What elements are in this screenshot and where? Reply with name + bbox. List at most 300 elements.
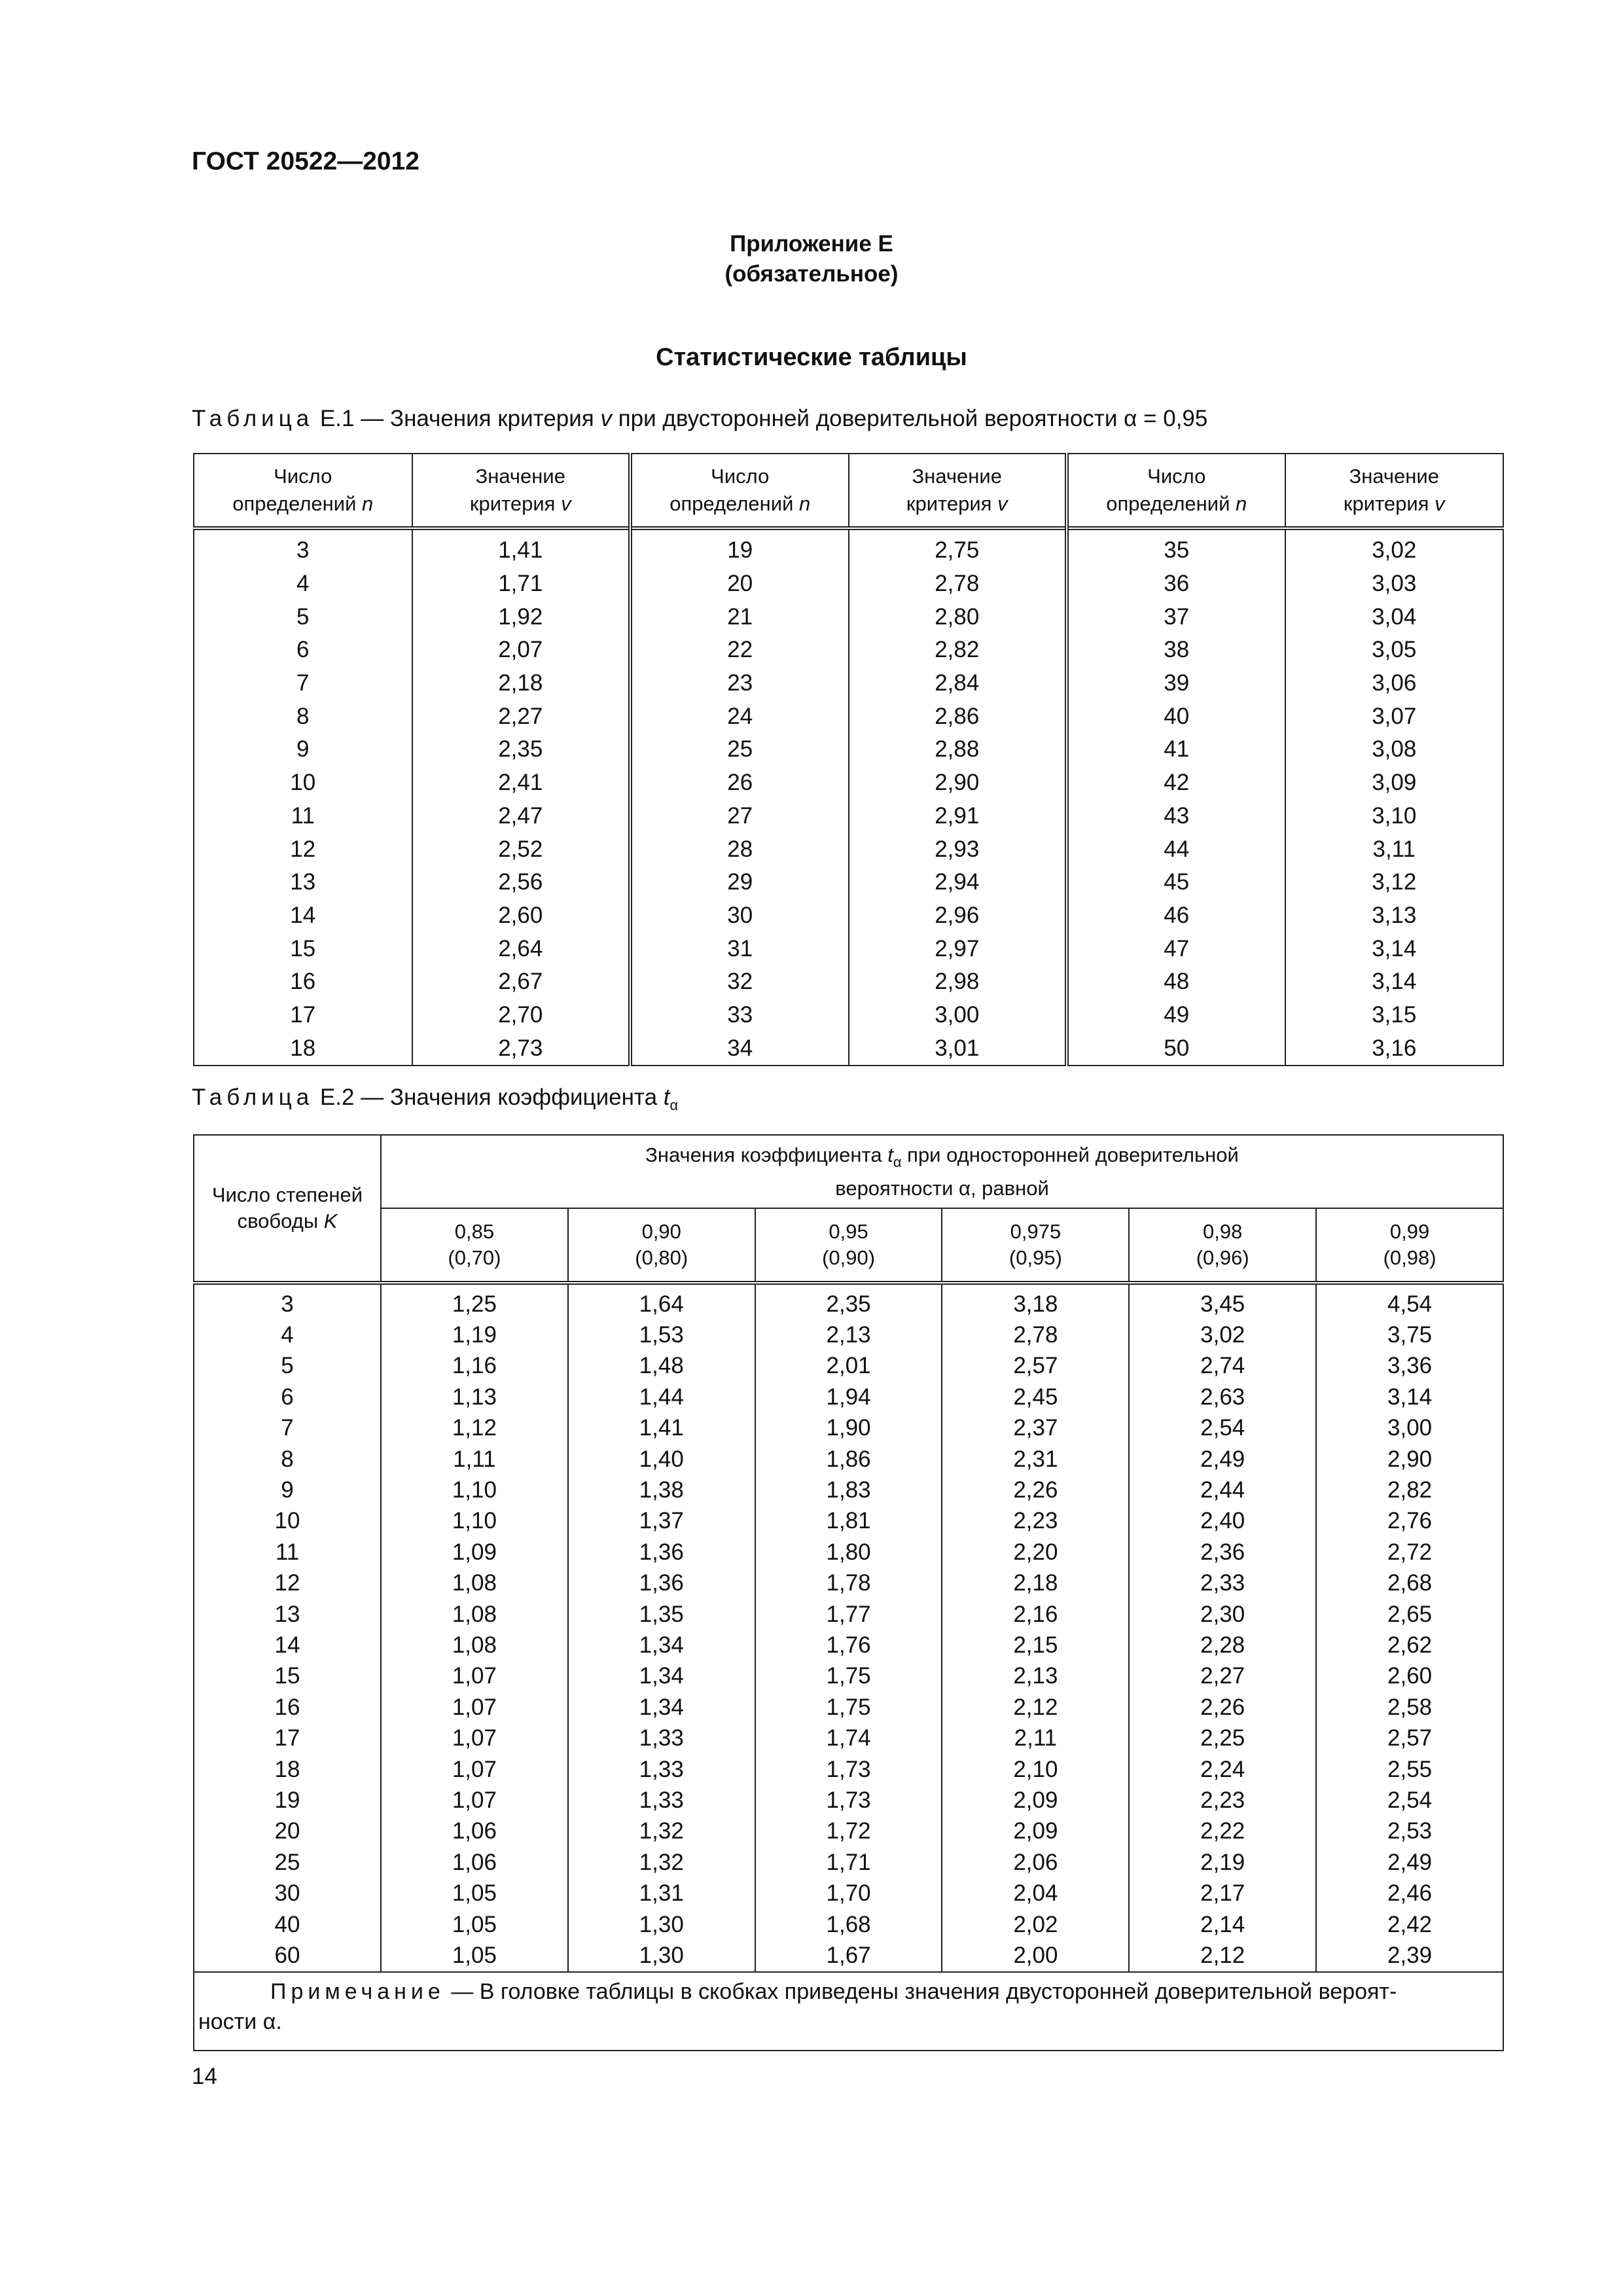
table-cell: 1,36 (568, 1537, 755, 1568)
table-row (194, 866, 1503, 899)
header-line (849, 490, 1065, 518)
table-e1-body (194, 528, 1503, 1066)
table-e1-column-header (412, 454, 631, 528)
table-cell: 1,38 (568, 1475, 755, 1505)
table-cell: 1,75 (755, 1692, 942, 1723)
table-cell: 2,57 (1316, 1723, 1503, 1753)
table-cell: 2,64 (412, 932, 631, 965)
table-cell: 3,16 (1285, 1031, 1504, 1066)
two-sided-probability: (0,96) (1196, 1246, 1249, 1269)
table-cell: 47 (1067, 932, 1285, 965)
table-cell: 1,08 (381, 1568, 568, 1599)
table-cell: 2,20 (942, 1537, 1129, 1568)
table-cell: 35 (1067, 528, 1285, 567)
table-cell: 1,64 (568, 1283, 755, 1319)
table-e1-header-row (194, 454, 1503, 528)
table-cell: 2,18 (412, 667, 631, 700)
table-e1 (193, 453, 1504, 1066)
two-sided-probability: (0,80) (635, 1246, 688, 1269)
table-cell: 2,57 (942, 1351, 1129, 1382)
table-cell: 1,07 (381, 1692, 568, 1723)
table-cell: 2,11 (942, 1723, 1129, 1753)
table-cell: 24 (630, 700, 849, 733)
one-sided-probability: 0,98 (1203, 1220, 1243, 1243)
table-row (194, 1816, 1503, 1847)
table-cell: 1,34 (568, 1661, 755, 1692)
table-row (194, 1413, 1503, 1444)
table-cell: 16 (194, 1692, 381, 1723)
header-subscript: α (893, 1153, 902, 1170)
table-cell: 3,02 (1285, 528, 1504, 567)
table-e1-column-header (194, 454, 412, 528)
table-cell: 2,09 (942, 1785, 1129, 1816)
table-cell: 1,13 (381, 1382, 568, 1412)
header-line (413, 490, 629, 518)
table-cell: 3,07 (1285, 700, 1504, 733)
table-row (194, 634, 1503, 667)
table-cell: 2,13 (755, 1319, 942, 1350)
header-variable: n (799, 492, 811, 515)
table-cell: 3,06 (1285, 667, 1504, 700)
table-cell: 1,74 (755, 1723, 942, 1753)
table-cell: 20 (630, 567, 849, 601)
table-cell: 8 (194, 1444, 381, 1475)
table-cell: 2,23 (942, 1506, 1129, 1537)
table-cell: 4 (194, 567, 412, 601)
table-cell: 2,97 (849, 932, 1067, 965)
table-cell: 31 (630, 932, 849, 965)
table-cell: 25 (194, 1847, 381, 1878)
table-row (194, 1319, 1503, 1350)
table-cell: 27 (630, 800, 849, 833)
table-cell: 2,27 (412, 700, 631, 733)
table-cell: 1,08 (381, 1630, 568, 1660)
table-cell: 10 (194, 1506, 381, 1537)
table-cell: 1,92 (412, 600, 631, 634)
table-cell: 2,04 (942, 1878, 1129, 1909)
caption-variable: v (600, 406, 612, 431)
header-line (194, 490, 412, 518)
table-e2-caption (192, 1085, 678, 1114)
table-cell: 2,90 (1316, 1444, 1503, 1475)
table-cell: 3,04 (1285, 600, 1504, 634)
table-cell: 2,76 (1316, 1506, 1503, 1537)
table-cell: 1,67 (755, 1940, 942, 1971)
table-cell: 1,06 (381, 1847, 568, 1878)
table-cell: 2,44 (1129, 1475, 1316, 1505)
table-cell: 18 (194, 1031, 412, 1066)
table-cell: 2,93 (849, 833, 1067, 866)
table-row (194, 1475, 1503, 1505)
header-text: при односторонней доверительной (901, 1143, 1239, 1166)
table-cell: 5 (194, 1351, 381, 1382)
table-row (194, 1382, 1503, 1412)
table-cell: 1,53 (568, 1319, 755, 1350)
probability-header (755, 1208, 942, 1283)
table-row (194, 899, 1503, 933)
table-cell: 3,01 (849, 1031, 1067, 1066)
table-cell: 5 (194, 600, 412, 634)
table-row (194, 1692, 1503, 1723)
table-cell: 1,90 (755, 1413, 942, 1444)
table-row (194, 999, 1503, 1032)
table-cell: 11 (194, 1537, 381, 1568)
table-cell: 2,45 (942, 1382, 1129, 1412)
table-cell: 1,41 (412, 528, 631, 567)
table-cell: 2,70 (412, 999, 631, 1032)
table-cell: 2,55 (1316, 1754, 1503, 1785)
table-cell: 3,18 (942, 1283, 1129, 1319)
caption-rest: при двусторонней доверительной вероятности α = 0,95 (612, 406, 1208, 431)
table-cell: 2,78 (849, 567, 1067, 601)
table-cell: 1,71 (755, 1847, 942, 1878)
table-row (194, 1506, 1503, 1537)
table-cell: 2,60 (412, 899, 631, 933)
table-cell: 19 (630, 528, 849, 567)
table-cell: 1,07 (381, 1723, 568, 1753)
degrees-of-freedom-header (194, 1135, 381, 1283)
table-cell: 34 (630, 1031, 849, 1066)
coefficient-group-header (381, 1135, 1503, 1208)
header-line (1069, 490, 1285, 518)
table-cell: 2,13 (942, 1661, 1129, 1692)
table-cell: 2,27 (1129, 1661, 1316, 1692)
table-e1-column-header (849, 454, 1067, 528)
appendix-status: (обязательное) (724, 261, 899, 287)
one-sided-probability: 0,975 (1010, 1220, 1061, 1243)
table-cell: 2,73 (412, 1031, 631, 1066)
probability-header (1316, 1208, 1503, 1283)
table-cell: 28 (630, 833, 849, 866)
table-cell: 1,30 (568, 1940, 755, 1971)
probability-header (1129, 1208, 1316, 1283)
table-cell: 45 (1067, 866, 1285, 899)
table-cell: 2,23 (1129, 1785, 1316, 1816)
table-cell: 1,68 (755, 1909, 942, 1940)
caption-label: Таблица (192, 406, 314, 431)
table-cell: 19 (194, 1785, 381, 1816)
table-cell: 1,31 (568, 1878, 755, 1909)
table-cell: 2,52 (412, 833, 631, 866)
table-row (194, 700, 1503, 733)
table-cell: 42 (1067, 766, 1285, 800)
table-cell: 33 (630, 999, 849, 1032)
header-line: Число (711, 465, 770, 488)
table-cell: 2,49 (1316, 1847, 1503, 1878)
table-cell: 3,00 (1316, 1413, 1503, 1444)
table-cell: 60 (194, 1940, 381, 1971)
table-cell: 2,36 (1129, 1537, 1316, 1568)
table-cell: 1,76 (755, 1630, 942, 1660)
table-cell: 25 (630, 733, 849, 766)
table-cell: 17 (194, 1723, 381, 1753)
table-cell: 30 (630, 899, 849, 933)
table-cell: 3,14 (1285, 932, 1504, 965)
table-cell: 1,07 (381, 1754, 568, 1785)
caption-text: Е.2 — Значения коэффициента (313, 1085, 664, 1110)
table-cell: 3,36 (1316, 1351, 1503, 1382)
table-cell: 2,60 (1316, 1661, 1503, 1692)
table-cell: 2,35 (412, 733, 631, 766)
table-cell: 2,31 (942, 1444, 1129, 1475)
table-cell: 18 (194, 1754, 381, 1785)
table-cell: 3,12 (1285, 866, 1504, 899)
table-row (194, 667, 1503, 700)
note-label: Примечание (270, 1979, 445, 2004)
table-cell: 2,72 (1316, 1537, 1503, 1568)
table-cell: 3,10 (1285, 800, 1504, 833)
table-cell: 2,18 (942, 1568, 1129, 1599)
table-cell: 2,54 (1129, 1413, 1316, 1444)
table-cell: 1,06 (381, 1816, 568, 1847)
header-line (382, 1142, 1503, 1175)
table-e1-column-header (1067, 454, 1285, 528)
table-cell: 1,36 (568, 1568, 755, 1599)
table-cell: 1,32 (568, 1847, 755, 1878)
table-cell: 2,26 (1129, 1692, 1316, 1723)
table-cell: 1,34 (568, 1692, 755, 1723)
table-cell: 1,11 (381, 1444, 568, 1475)
table-cell: 2,35 (755, 1283, 942, 1319)
table-cell: 1,71 (412, 567, 631, 601)
table-cell: 12 (194, 833, 412, 866)
header-line: Значение (1349, 465, 1439, 488)
appendix-title: Приложение Е (730, 231, 893, 257)
table-cell: 1,80 (755, 1537, 942, 1568)
header-text: критерия (1343, 492, 1435, 515)
table-cell: 50 (1067, 1031, 1285, 1066)
table-cell: 2,56 (412, 866, 631, 899)
table-cell: 22 (630, 634, 849, 667)
one-sided-probability: 0,95 (829, 1220, 868, 1243)
table-row (194, 1878, 1503, 1909)
note-text-continued: ности α. (198, 2009, 282, 2034)
table-cell: 2,67 (412, 965, 631, 999)
table-cell: 13 (194, 866, 412, 899)
table-cell: 2,96 (849, 899, 1067, 933)
table-cell: 1,70 (755, 1878, 942, 1909)
table-row (194, 528, 1503, 567)
table-e2-body (194, 1283, 1503, 1972)
table-row (194, 1847, 1503, 1878)
table-cell: 3,45 (1129, 1283, 1316, 1319)
probability-header (942, 1208, 1129, 1283)
table-cell: 2,41 (412, 766, 631, 800)
table-cell: 20 (194, 1816, 381, 1847)
table-cell: 3,08 (1285, 733, 1504, 766)
table-cell: 49 (1067, 999, 1285, 1032)
table-row (194, 800, 1503, 833)
table-row (194, 1537, 1503, 1568)
table-cell: 2,88 (849, 733, 1067, 766)
section-title: Статистические таблицы (656, 344, 967, 371)
table-cell: 2,26 (942, 1475, 1129, 1505)
table-cell: 1,35 (568, 1599, 755, 1630)
table-row (194, 1444, 1503, 1475)
table-cell: 2,47 (412, 800, 631, 833)
table-cell: 1,40 (568, 1444, 755, 1475)
table-cell: 6 (194, 1382, 381, 1412)
table-cell: 46 (1067, 899, 1285, 933)
table-cell: 9 (194, 733, 412, 766)
table-cell: 15 (194, 1661, 381, 1692)
table-cell: 2,19 (1129, 1847, 1316, 1878)
table-cell: 1,83 (755, 1475, 942, 1505)
table-cell: 2,06 (942, 1847, 1129, 1878)
header-variable: n (362, 492, 374, 515)
table-cell: 2,98 (849, 965, 1067, 999)
header-text: свободы (237, 1210, 324, 1232)
table-cell: 1,33 (568, 1723, 755, 1753)
table-cell: 15 (194, 932, 412, 965)
table-cell: 3,11 (1285, 833, 1504, 866)
table-cell: 3,03 (1285, 567, 1504, 601)
table-cell: 2,62 (1316, 1630, 1503, 1660)
table-cell: 1,73 (755, 1754, 942, 1785)
table-e2-header-row-1 (194, 1135, 1503, 1208)
table-cell: 40 (1067, 700, 1285, 733)
table-cell: 39 (1067, 667, 1285, 700)
table-cell: 2,58 (1316, 1692, 1503, 1723)
table-cell: 41 (1067, 733, 1285, 766)
header-text: определений (1106, 492, 1236, 515)
two-sided-probability: (0,70) (448, 1246, 501, 1269)
table-cell: 10 (194, 766, 412, 800)
table-cell: 1,12 (381, 1413, 568, 1444)
table-cell: 2,16 (942, 1599, 1129, 1630)
table-cell: 3,00 (849, 999, 1067, 1032)
appendix-heading (0, 229, 1623, 289)
table-cell: 2,65 (1316, 1599, 1503, 1630)
table-cell: 2,39 (1316, 1940, 1503, 1971)
table-cell: 2,01 (755, 1351, 942, 1382)
table-row (194, 1754, 1503, 1785)
one-sided-probability: 0,85 (454, 1220, 495, 1243)
table-cell: 2,12 (942, 1692, 1129, 1723)
table-cell: 2,63 (1129, 1382, 1316, 1412)
table-cell: 1,08 (381, 1599, 568, 1630)
two-sided-probability: (0,98) (1383, 1246, 1436, 1269)
header-line: Число степеней (211, 1183, 363, 1206)
caption-variable: t (663, 1085, 670, 1110)
table-cell: 2,24 (1129, 1754, 1316, 1785)
table-cell: 2,80 (849, 600, 1067, 634)
table-cell: 2,86 (849, 700, 1067, 733)
table-cell: 3,15 (1285, 999, 1504, 1032)
table-cell: 2,25 (1129, 1723, 1316, 1753)
header-variable: v (1435, 492, 1445, 515)
table-row (194, 567, 1503, 601)
table-cell: 3,75 (1316, 1319, 1503, 1350)
table-row (194, 1351, 1503, 1382)
table-cell: 1,07 (381, 1785, 568, 1816)
header-text: критерия (906, 492, 998, 515)
table-row (194, 932, 1503, 965)
probability-header (568, 1208, 755, 1283)
probability-header (381, 1208, 568, 1283)
table-e2-note-row (194, 1972, 1503, 2051)
table-e1-column-header (1285, 454, 1504, 528)
table-cell: 2,40 (1129, 1506, 1316, 1537)
table-cell: 9 (194, 1475, 381, 1505)
table-cell: 2,94 (849, 866, 1067, 899)
table-cell: 1,05 (381, 1909, 568, 1940)
header-text: критерия (469, 492, 562, 515)
table-cell: 40 (194, 1909, 381, 1940)
table-cell: 21 (630, 600, 849, 634)
page-number: 14 (192, 2064, 217, 2089)
table-cell: 2,78 (942, 1319, 1129, 1350)
table-e2 (193, 1134, 1504, 2051)
table-cell: 2,10 (942, 1754, 1129, 1785)
table-cell: 1,25 (381, 1283, 568, 1319)
table-cell: 2,33 (1129, 1568, 1316, 1599)
header-line: вероятности α, равной (835, 1176, 1049, 1200)
table-cell: 1,19 (381, 1319, 568, 1350)
table-cell: 1,81 (755, 1506, 942, 1537)
table-row (194, 1599, 1503, 1630)
table-cell: 2,09 (942, 1816, 1129, 1847)
table-cell: 7 (194, 1413, 381, 1444)
table-row (194, 1630, 1503, 1660)
table-cell: 2,07 (412, 634, 631, 667)
header-variable: t (887, 1143, 893, 1166)
table-cell: 1,32 (568, 1816, 755, 1847)
table-cell: 1,75 (755, 1661, 942, 1692)
table-cell: 2,49 (1129, 1444, 1316, 1475)
note-text: — В головке таблицы в скобках приведены значения двусторонней доверительной вероят- (444, 1979, 1397, 2004)
table-cell: 1,94 (755, 1382, 942, 1412)
table-cell: 23 (630, 667, 849, 700)
table-cell: 1,10 (381, 1506, 568, 1537)
table-cell: 2,90 (849, 766, 1067, 800)
table-cell: 4,54 (1316, 1283, 1503, 1319)
caption-label: Таблица (192, 1085, 314, 1110)
table-row (194, 1785, 1503, 1816)
table-row (194, 600, 1503, 634)
table-cell: 2,46 (1316, 1878, 1503, 1909)
header-line: Число (274, 465, 332, 488)
table-cell: 1,33 (568, 1754, 755, 1785)
table-row (194, 1909, 1503, 1940)
one-sided-probability: 0,99 (1389, 1220, 1430, 1243)
table-cell: 2,74 (1129, 1351, 1316, 1382)
table-cell: 32 (630, 965, 849, 999)
table-cell: 30 (194, 1878, 381, 1909)
table-cell: 2,30 (1129, 1599, 1316, 1630)
table-cell: 6 (194, 634, 412, 667)
header-text: Значения коэффициента (645, 1143, 888, 1166)
table-cell: 14 (194, 899, 412, 933)
table-cell: 2,14 (1129, 1909, 1316, 1940)
table-cell: 1,07 (381, 1661, 568, 1692)
table-cell: 1,78 (755, 1568, 942, 1599)
caption-subscript: α (669, 1097, 679, 1113)
table-cell: 12 (194, 1568, 381, 1599)
table-cell: 3,02 (1129, 1319, 1316, 1350)
table-cell: 1,09 (381, 1537, 568, 1568)
table-cell: 2,75 (849, 528, 1067, 567)
table-row (194, 1661, 1503, 1692)
table-cell: 2,82 (849, 634, 1067, 667)
table-cell: 2,17 (1129, 1878, 1316, 1909)
table-row (194, 733, 1503, 766)
document-code: ГОСТ 20522—2012 (192, 147, 419, 175)
table-cell: 2,84 (849, 667, 1067, 700)
table-cell: 2,12 (1129, 1940, 1316, 1971)
table-row (194, 1723, 1503, 1753)
table-note (194, 1972, 1503, 2051)
